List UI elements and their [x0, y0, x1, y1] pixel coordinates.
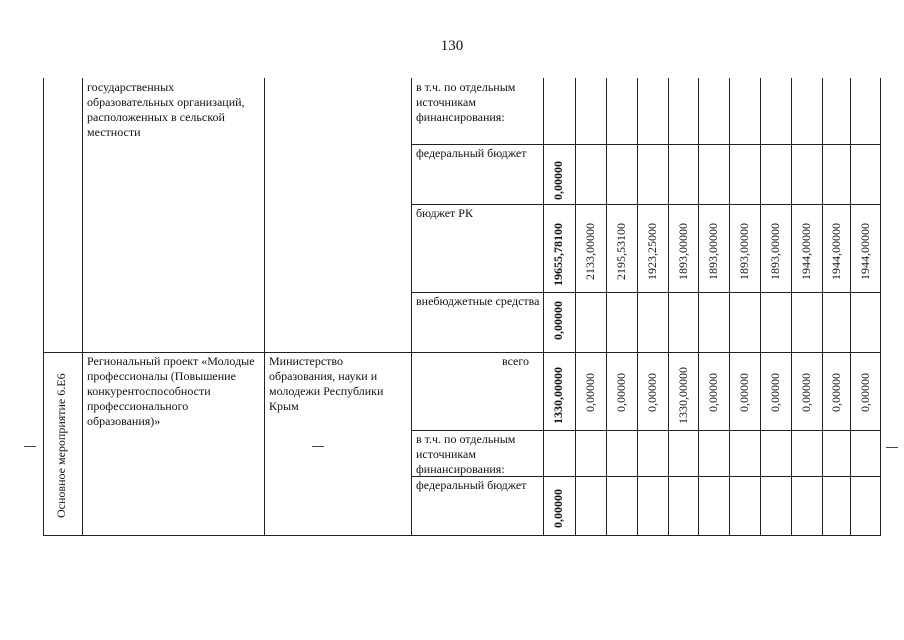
row-line	[43, 352, 881, 353]
rk-value: 2195,53100	[614, 223, 628, 280]
total-label: всего	[501, 354, 529, 368]
column-line	[880, 78, 881, 536]
row-line	[411, 144, 881, 145]
column-line	[82, 78, 83, 536]
rk-budget-total: 19655,78100	[551, 223, 565, 286]
rk-budget-label: бюджет РК	[416, 206, 473, 220]
budget-table	[43, 78, 881, 536]
off-budget-label: внебюджетные средства	[416, 294, 540, 308]
measure-code: Основное мероприятие 6.Е6	[54, 373, 68, 518]
column-line	[729, 78, 730, 536]
column-line	[791, 78, 792, 536]
measure-total-value: 0,00000	[583, 373, 597, 412]
column-line	[637, 78, 638, 536]
column-line	[698, 78, 699, 536]
column-line	[606, 78, 607, 536]
measure-total: 1330,00000	[551, 367, 565, 424]
rk-value: 1944,00000	[829, 223, 843, 280]
column-line	[668, 78, 669, 536]
column-line	[575, 78, 576, 536]
measure-total-value: 0,00000	[737, 373, 751, 412]
measure-total-value: 0,00000	[858, 373, 872, 412]
scan-mark	[312, 446, 324, 447]
rk-value: 1893,00000	[676, 223, 690, 280]
rk-value: 1923,25000	[645, 223, 659, 280]
measure-total-value: 0,00000	[829, 373, 843, 412]
measure-total-value: 0,00000	[645, 373, 659, 412]
rk-value: 1893,00000	[737, 223, 751, 280]
rk-value: 1893,00000	[706, 223, 720, 280]
source-breakdown-label: в т.ч. по отдельным источникам финансирования:	[416, 80, 516, 124]
column-line	[822, 78, 823, 536]
measure-total-value: 0,00000	[614, 373, 628, 412]
row-line	[411, 204, 881, 205]
scan-mark	[886, 447, 898, 448]
measure-federal-budget-label: федеральный бюджет	[416, 478, 527, 492]
off-budget-total: 0,00000	[551, 301, 565, 340]
column-line	[760, 78, 761, 536]
federal-budget-total: 0,00000	[551, 161, 565, 200]
federal-budget-label: федеральный бюджет	[416, 146, 527, 160]
measure-total-value: 1330,00000	[676, 367, 690, 424]
rk-value: 1944,00000	[799, 223, 813, 280]
column-line	[264, 78, 265, 536]
measure-total-value: 0,00000	[706, 373, 720, 412]
measure-federal-total: 0,00000	[551, 489, 565, 528]
measure-name: Региональный проект «Молодые профессионалы (Повышение конкурентоспособности профессионального образования)»	[87, 354, 255, 428]
column-line	[411, 78, 412, 536]
column-line	[43, 78, 44, 536]
scan-mark	[24, 446, 36, 447]
row-line	[411, 292, 881, 293]
measure-total-value: 0,00000	[799, 373, 813, 412]
column-line	[850, 78, 851, 536]
measure-total-value: 0,00000	[768, 373, 782, 412]
row-line	[411, 430, 881, 431]
rk-value: 1893,00000	[768, 223, 782, 280]
table-bottom-line	[43, 535, 881, 536]
continued-measure-name: государственных образовательных организаций, расположенных в сельской местности	[87, 80, 245, 139]
page-number: 130	[440, 38, 464, 54]
rk-value: 2133,00000	[583, 223, 597, 280]
column-line	[543, 78, 544, 536]
measure-source-breakdown-label: в т.ч. по отдельным источникам финансирования:	[416, 432, 516, 476]
measure-executor: Министерство образования, науки и молодежи Республики Крым	[269, 354, 384, 413]
rk-value: 1944,00000	[858, 223, 872, 280]
